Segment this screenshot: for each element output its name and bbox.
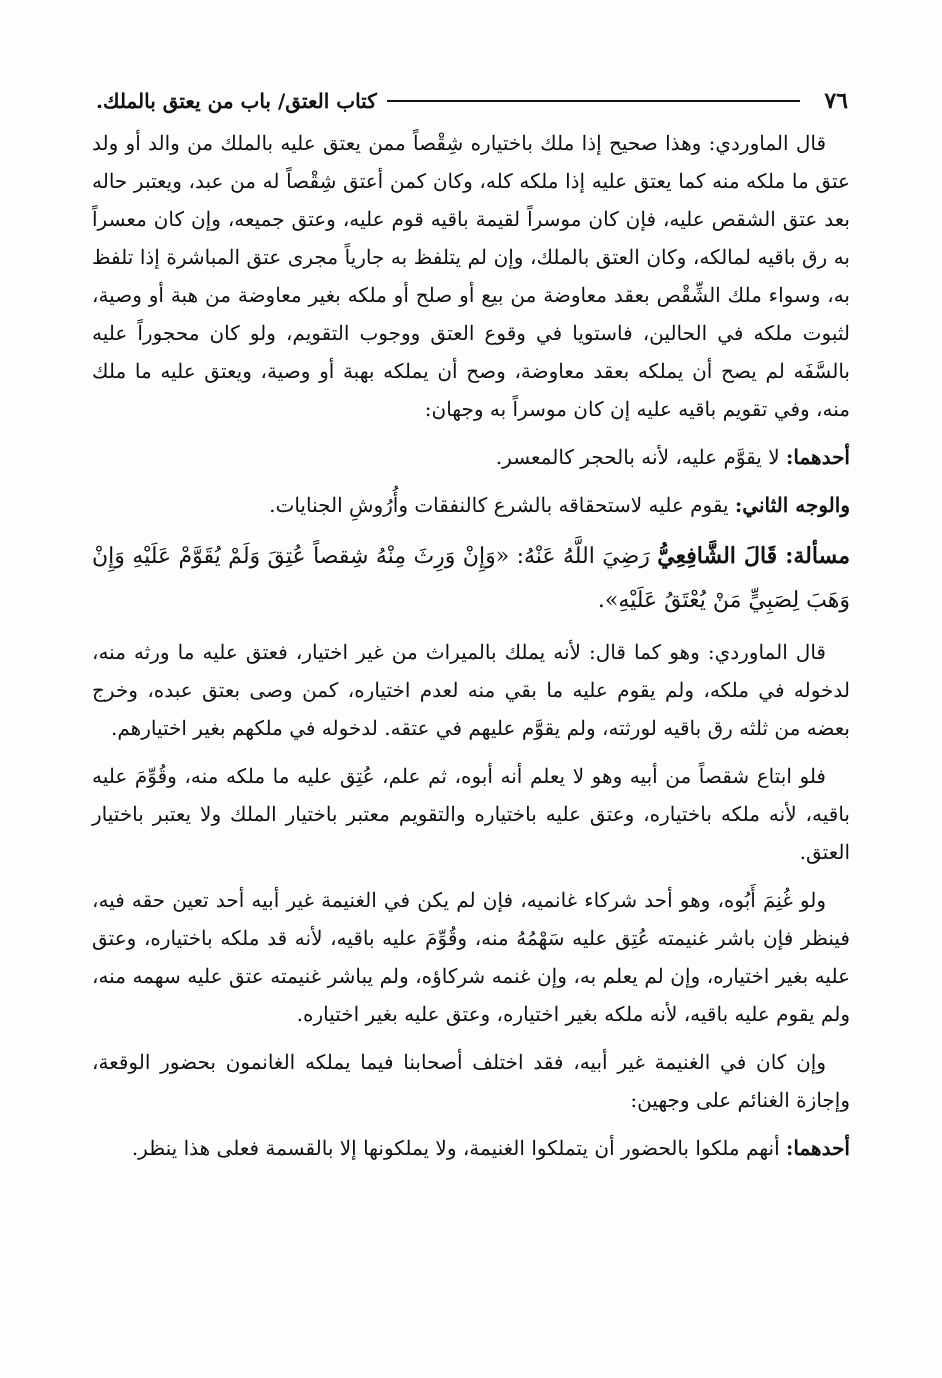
paragraph [92, 486, 850, 524]
paragraph-text: قال الماوردي: وهذا صحيح إذا ملك باختياره شِقْصاً ممن يعتق عليه بالملك من والد أو ولد عتق ما ملكه منه كما يعتق عليه إذا ملكه كله، وكان كمن أعتق شِقْصاً له من عبد، ويعتبر حاله بعد عتق الشقص عليه، فإن كان موسراً لقيمة باقيه قوم عليه، وعتق جميعه، وإن كان معسراً به رق باقيه لمالكه، وكان العتق بالملك، وإن لم يتلفظ به جارياً مجرى عتق المباشرة إذا تلفظ به، وسواء ملك الشِّقْص بعقد معاوضة من بيع أو صلح أو ملكه بغير معاوضة من هبة أو وصية، لثبوت ملكه في الحالين، فاستويا في وقوع العتق ووجوب التقويم، ولو كان محجوراً عليه بالسَّفَه لم يصح أن يملكه بعقد معاوضة، وصح أن يملكه بهبة أو وصية، ويعتق عليه ما ملك منه، وفي تقويم باقيه عليه إن كان موسراً به وجهان: [92, 131, 850, 421]
paragraph-lead: مسألة: قَالَ الشَّافِعِيُّ [657, 543, 850, 569]
paragraph-text: لا يقوَّم عليه، لأنه بالحجر كالمعسر. [495, 445, 780, 469]
paragraph [92, 881, 850, 1033]
paragraph-text: يقوم عليه لاستحقاقه بالشرع كالنفقات وأُرُوشِ الجنايات. [269, 493, 729, 517]
paragraph-text: ولو غُنِمَ أَبُوه، وهو أحد شركاء غانميه، فإن لم يكن في الغنيمة غير أبيه أحد تعين حقه فيه، فينظر فإن باشر غنيمته عُتِق عليه سَهْمُهُ منه، وقُوِّمَ عليه باقيه، لأنه قد ملكه باختياره، وعتق عليه بغير اختياره، وإن لم يعلم به، وإن غنمه شركاؤه، ولم يباشر غنيمته عتق عليه سهمه منه، ولم يقوم عليه باقيه، لأنه ملكه بغير اختياره، وعتق عليه بغير اختياره. [92, 888, 850, 1026]
paragraph-lead: أحدهما: [785, 445, 850, 469]
paragraph-text: رَضِيَ اللَّهُ عَنْهُ: «وَإِنْ وَرِثَ مِنْهُ شِقصاً عُتِقَ وَلَمْ يُقَوَّمْ عَلَيْهِ وَإِنْ وَهَبَ لِصَبِيٍّ مَنْ يُعْتَقُ عَلَيْهِ». [92, 544, 850, 613]
paragraph [92, 1129, 850, 1167]
header-rule [387, 100, 801, 102]
paragraph-text: قال الماوردي: وهو كما قال: لأنه يملك بالميراث من غير اختيار، فعتق عليه ما ورثه منه، لدخوله في ملكه، ولم يقوم عليه ما بقي منه لعدم اختياره، كمن وصى بعتق عبده، وخرج بعضه من ثلثه رق باقيه لورثته، ولم يقوَّم عليهم في عتقه. لدخوله في ملكهم بغير اختيارهم. [92, 640, 850, 740]
paragraph-text: وإن كان في الغنيمة غير أبيه، فقد اختلف أصحابنا فيما يملكه الغانمون بحضور الوقعة، وإجازة الغنائم على وجهين: [92, 1050, 850, 1112]
paragraph-lead: أحدهما: [785, 1136, 850, 1160]
page-body [92, 124, 850, 1177]
paragraph [92, 757, 850, 871]
running-title: كتاب العتق/ باب من يعتق بالملك. [96, 89, 377, 113]
issue-paragraph [92, 534, 850, 623]
paragraph-text: فلو ابتاع شقصاً من أبيه وهو لا يعلم أنه أبوه، ثم علم، عُتِق عليه ما ملكه منه، وقُوِّمَ عليه باقيه، لأنه ملكه باختياره، وعتق عليه باختياره والتقويم معتبر باختيار الملك ولا يعتبر باختيار العتق. [92, 764, 850, 864]
paragraph-text: أنهم ملكوا بالحضور أن يتملكوا الغنيمة، ولا يملكونها إلا بالقسمة فعلى هذا ينظر. [131, 1136, 780, 1160]
paragraph [92, 633, 850, 747]
paragraph [92, 438, 850, 476]
paragraph [92, 1043, 850, 1119]
page-number: ٧٦ [824, 88, 848, 114]
paragraph-lead: والوجه الثاني: [734, 493, 850, 517]
paragraph [92, 124, 850, 428]
page-header [96, 84, 848, 118]
